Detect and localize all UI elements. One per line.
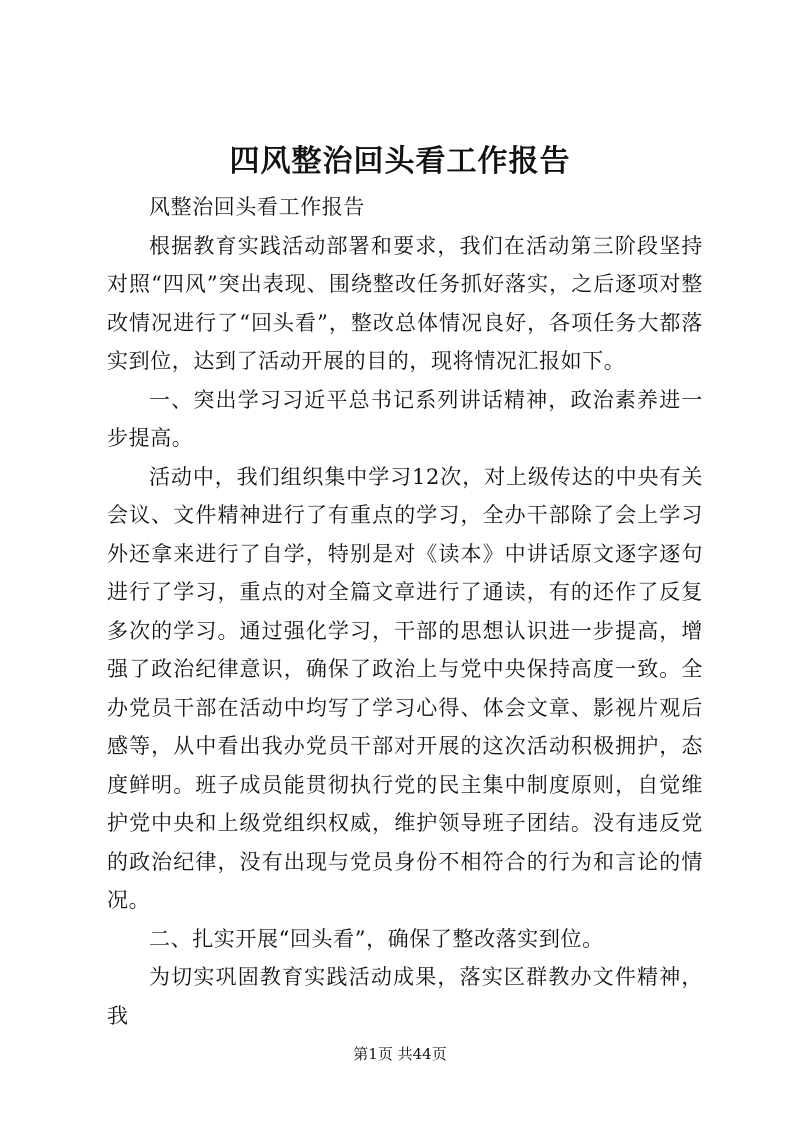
paragraph-subtitle: 风整治回头看工作报告: [149, 195, 365, 219]
section-heading-2: 二、扎实开展“回头看”，确保了整改落实到位。: [149, 926, 604, 951]
paragraph-section-1: 活动中，我们组织集中学习12次，对上级传达的中央有关会议、文件精神进行了有重点的学习，全办干部除了会上学习外还拿来进行了自学，特别是对《读本》中讲话原文逐字逐句进行了学习，重点的对全篇文章进行了通读，有的还作了反复多次的学习。通过强化学习，干部的思想认识进一步提高，增强了政治纪律意识，确保了政治上与党中央保持高度一致。全办党员干部在活动中均写了学习心得、体会文章、影视片观后感等，从中看出我办党员干部对开展的这次活动积极拥护，态度鲜明。班子成员能贯彻执行党的民主集中制度原则，自觉维护党中央和上级党组织权威，维护领导班子团结。没有违反党的政治纪律，没有出现与党员身份不相符合的行为和言论的情况。: [107, 464, 703, 912]
page-number-footer: 第1页 共44页: [353, 1045, 447, 1063]
document-body: [107, 188, 703, 1035]
section-heading-1: 一、突出学习习近平总书记系列讲话精神，政治素养进一步提高。: [107, 387, 703, 450]
paragraph-section-2: 为切实巩固教育实践活动成果，落实区群教办文件精神，我: [107, 965, 703, 1028]
document-title: 四风整治回头看工作报告: [229, 144, 571, 179]
paragraph-intro: 根据教育实践活动部署和要求，我们在活动第三阶段坚持对照“四风”突出表现、围绕整改任务抓好落实，之后逐项对整改情况进行了“回头看”，整改总体情况良好，各项任务大都落实到位，达到了活动开展的目的，现将情况汇报如下。: [107, 233, 703, 373]
